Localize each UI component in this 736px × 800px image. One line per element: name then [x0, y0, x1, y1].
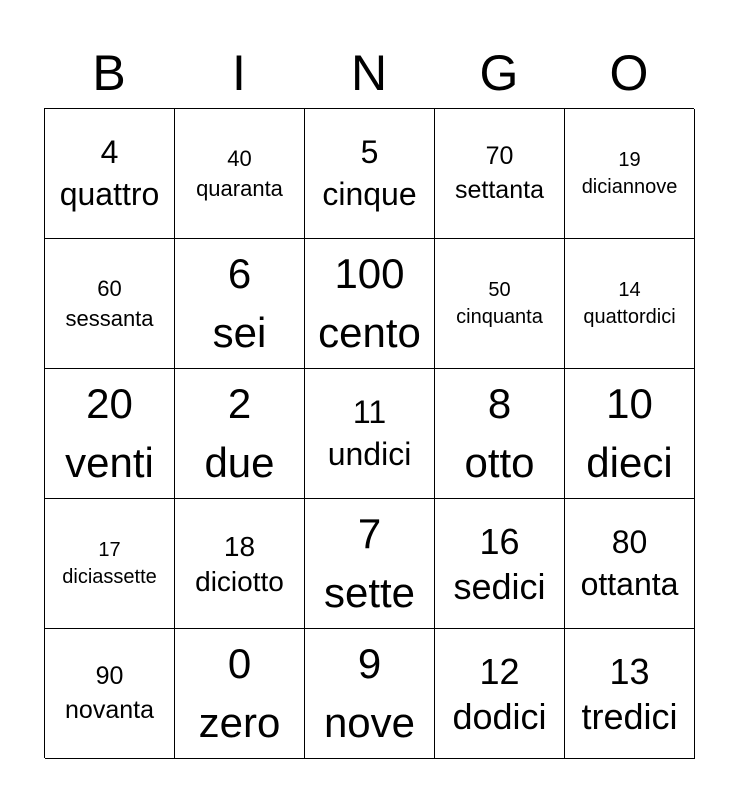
cell-word: cinque [322, 175, 417, 212]
bingo-cell[interactable] [305, 239, 435, 369]
cell-number: 6 [227, 249, 252, 297]
bingo-cell[interactable] [175, 499, 305, 629]
cell-word: sei [212, 308, 267, 356]
cell-word: zero [198, 698, 281, 746]
bingo-cell[interactable] [435, 239, 565, 369]
cell-word: otto [464, 438, 535, 486]
bingo-cell[interactable] [435, 109, 565, 239]
cell-number: 12 [479, 650, 520, 692]
bingo-cell[interactable] [175, 239, 305, 369]
header-letter-o: O [609, 45, 649, 101]
bingo-header [44, 40, 694, 106]
cell-word: venti [65, 438, 154, 486]
header-letter-n: N [350, 45, 388, 101]
cell-number: 40 [227, 145, 252, 171]
cell-word: diciassette [62, 565, 157, 588]
bingo-cell[interactable] [305, 629, 435, 759]
cell-word: dodici [452, 695, 547, 737]
bingo-cell[interactable] [565, 109, 695, 239]
bingo-cell[interactable] [175, 109, 305, 239]
bingo-cell[interactable] [435, 369, 565, 499]
cell-word: nove [323, 698, 416, 746]
cell-number: 8 [487, 379, 512, 427]
cell-number: 11 [352, 393, 387, 430]
bingo-cell[interactable] [175, 369, 305, 499]
cell-number: 50 [488, 278, 511, 301]
cell-word: diciannove [581, 175, 678, 198]
cell-number: 17 [98, 538, 121, 561]
cell-number: 4 [100, 133, 119, 170]
cell-number: 19 [618, 148, 641, 171]
bingo-cell[interactable] [175, 629, 305, 759]
bingo-cell[interactable] [305, 369, 435, 499]
cell-number: 2 [227, 379, 252, 427]
cell-word: undici [327, 435, 412, 472]
cell-word: diciotto [195, 565, 284, 597]
cell-word: novanta [65, 695, 154, 724]
cell-number: 60 [97, 275, 122, 301]
bingo-cell[interactable] [565, 629, 695, 759]
cell-word: due [204, 438, 275, 486]
cell-number: 80 [611, 523, 648, 560]
header-letter-b: B [92, 45, 126, 101]
cell-number: 14 [618, 278, 641, 301]
cell-number: 10 [606, 379, 653, 427]
cell-number: 16 [479, 520, 520, 562]
cell-number: 9 [357, 639, 382, 687]
bingo-cell[interactable] [45, 369, 175, 499]
cell-number: 100 [334, 249, 405, 297]
cell-word: cento [318, 308, 421, 356]
bingo-cell[interactable] [565, 499, 695, 629]
cell-word: tredici [581, 695, 678, 737]
cell-number: 0 [227, 639, 252, 687]
cell-number: 70 [485, 141, 514, 170]
bingo-cell[interactable] [45, 629, 175, 759]
cell-word: quattro [59, 175, 160, 212]
bingo-cell[interactable] [45, 239, 175, 369]
cell-word: quaranta [196, 175, 283, 201]
bingo-cell[interactable] [305, 499, 435, 629]
bingo-cell[interactable] [565, 239, 695, 369]
bingo-cell[interactable] [435, 499, 565, 629]
cell-number: 13 [609, 650, 650, 692]
cell-number: 18 [223, 530, 256, 562]
cell-number: 20 [86, 379, 133, 427]
cell-word: sedici [453, 565, 546, 607]
cell-word: ottanta [580, 565, 679, 602]
bingo-cell[interactable] [435, 629, 565, 759]
header-letter-g: G [479, 45, 519, 101]
header-letter-i: I [232, 45, 246, 101]
cell-word: cinquanta [456, 305, 543, 328]
bingo-board [44, 108, 694, 758]
cell-word: quattordici [583, 305, 676, 328]
cell-word: sessanta [65, 305, 154, 331]
cell-number: 7 [357, 509, 382, 557]
cell-word: sette [323, 568, 416, 616]
bingo-cell[interactable] [565, 369, 695, 499]
bingo-cell[interactable] [45, 499, 175, 629]
cell-number: 90 [95, 661, 124, 690]
cell-word: settanta [455, 175, 544, 204]
cell-word: dieci [586, 438, 673, 486]
bingo-cell[interactable] [45, 109, 175, 239]
cell-number: 5 [360, 133, 379, 170]
bingo-cell[interactable] [305, 109, 435, 239]
